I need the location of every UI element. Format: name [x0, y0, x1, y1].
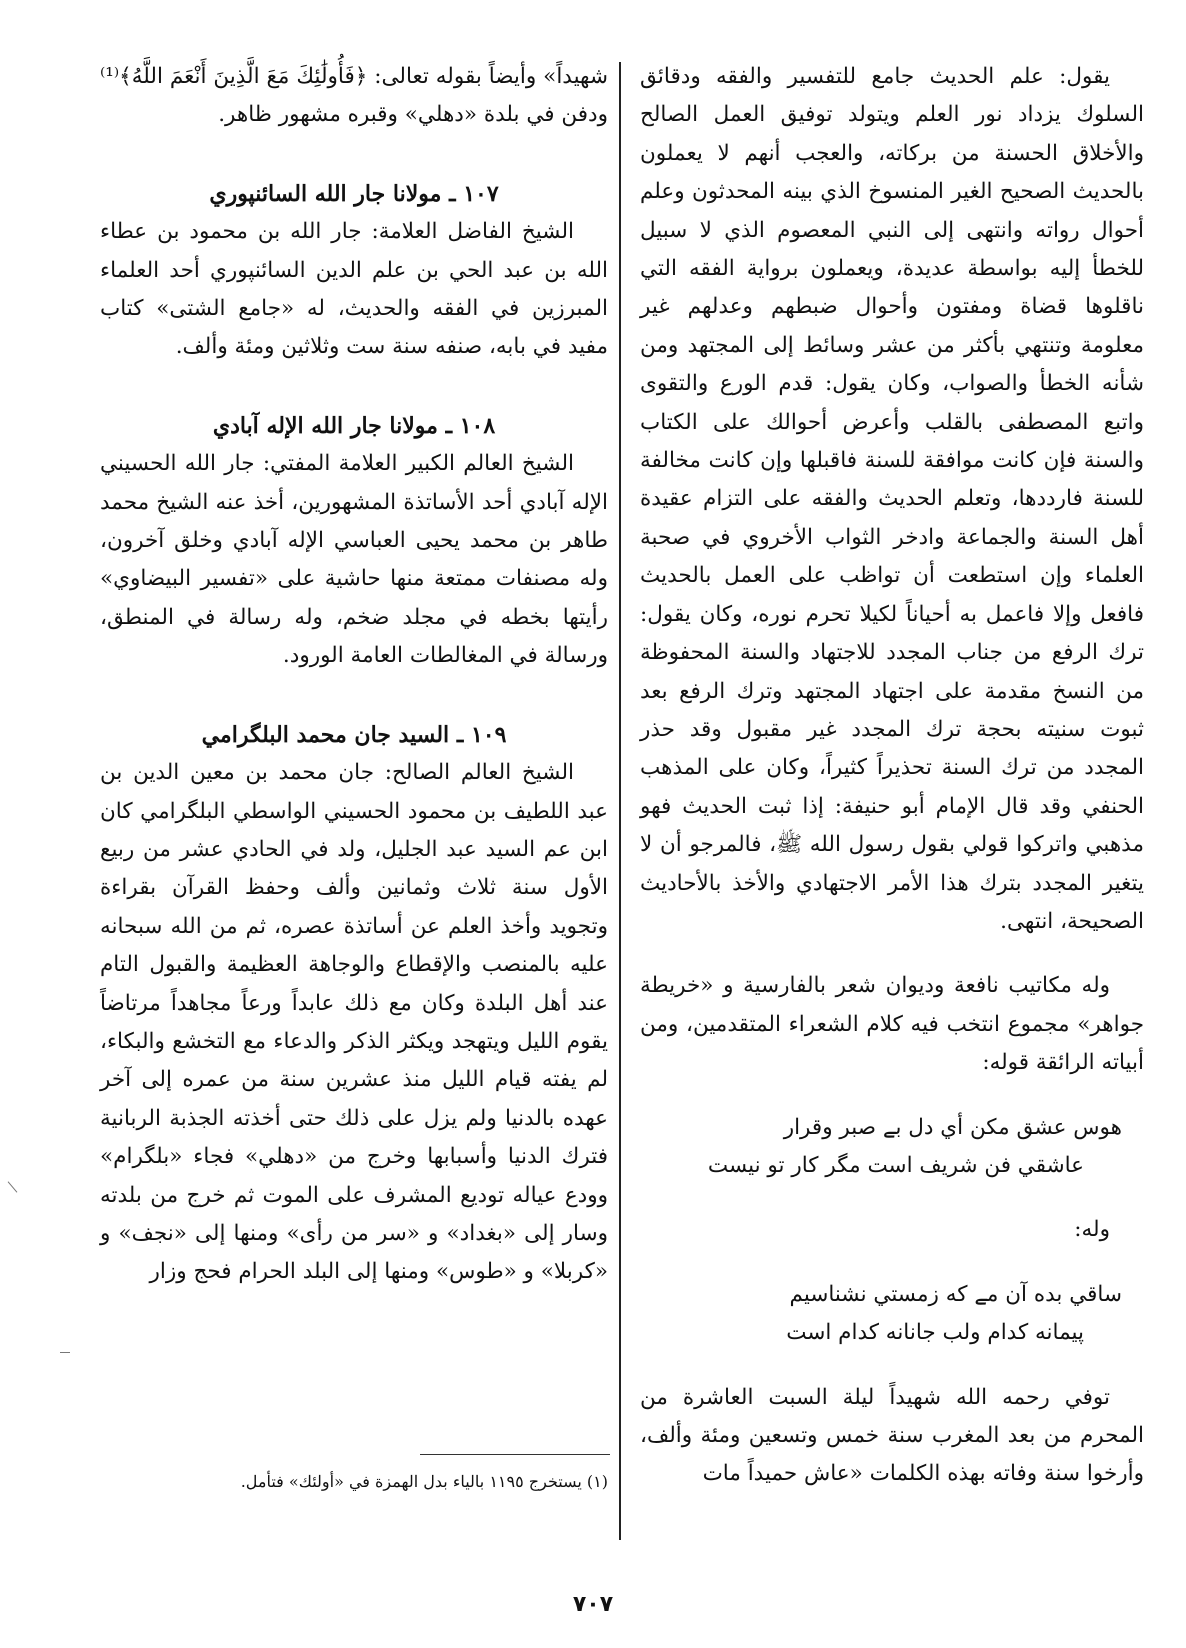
right-column — [640, 58, 1144, 1494]
column-divider — [619, 62, 621, 1540]
heading-entry-109: ١٠٩ ـ السيد جان محمد البلگرامي — [201, 721, 507, 748]
footnote: (١) يستخرج ١١٩٥ بالياء بدل الهمزة في «أولئك» فتأمل. — [240, 1472, 608, 1491]
scan-mark — [60, 1352, 70, 1353]
paragraph-continuation: شهيداً» وأيضاً بقوله تعالى: ﴿فَأُولَٰئِكَ مَعَ الَّذِينَ أَنْعَمَ اللَّهُ﴾⁽¹⁾ ودفن في بلدة «دهلي» وقبره مشهور ظاهر. — [100, 64, 608, 128]
poem2-line1: ساقي بده آن مے كه زمستي نشناسيم — [789, 1281, 1122, 1307]
scan-mark — [8, 1181, 18, 1192]
poem2-label: وله: — [1074, 1217, 1110, 1243]
paragraph-death: توفي رحمه الله شهيداً ليلة السبت العاشرة من المحرم من بعد المغرب سنة خمس وتسعين ومئة وألف، وأرخوا سنة وفاته بهذه الكلمات «عاش حميداً مات — [640, 1384, 1144, 1487]
heading-entry-107: ١٠٧ ـ مولانا جار الله السائنپوري — [209, 180, 499, 207]
left-column — [100, 58, 608, 1292]
footnote-rule — [420, 1454, 610, 1455]
poem2-line2: پيمانه كدام ولب جانانه كدام است — [786, 1320, 1084, 1346]
heading-entry-108: ١٠٨ ـ مولانا جار الله الإله آبادي — [212, 412, 496, 439]
page-number: ٧٠٧ — [572, 1592, 614, 1617]
paragraph-entry-107: الشيخ الفاضل العلامة: جار الله بن محمود بن عطاء الله بن عبد الحي بن علم الدين السائنپوري أحد العلماء المبرزين في الفقه والحديث، له «جامع الشتى» كتاب مفيد في بابه، صنفه سنة ست وثلاثين ومئة وألف. — [100, 219, 608, 360]
poem1-line2: عاشقي فن شريف است مگر كار تو نيست — [707, 1152, 1084, 1178]
paragraph-works: وله مكاتيب نافعة وديوان شعر بالفارسية و «خريطة جواهر» مجموع انتخب فيه كلام الشعراء المتقدمين، ومن أبياته الرائقة قوله: — [640, 973, 1144, 1076]
paragraph-entry-108: الشيخ العالم الكبير العلامة المفتي: جار الله الحسيني الإله آبادي أحد الأساتذة المشهورين، أخذ عنه الشيخ محمد طاهر بن محمد يحيى العباسي الإله آبادي وخلق آخرون، وله مصنفات ممتعة منها حاشية على «تفسير البيضاوي» رأيتها بخطه في مجلد ضخم، وله رسالة في المنطق، ورسالة في المغالطات العامة الورود. — [100, 451, 608, 669]
paragraph-hadith-teaching: يقول: علم الحديث جامع للتفسير والفقه ودقائق السلوك يزداد نور العلم ويتولد توفيق العمل الصالح والأخلاق الحسنة من بركاته، والعجب أنهم لا يعملون بالحديث الصحيح الغير المنسوخ الذي بينه المحدثون وعلم أحوال رواته وانتهى إلى النبي المعصوم الذي لا سبيل للخطأ إليه بواسطة عديدة، ويعملون برواية الفقه التي ناقلوها قضاة ومفتون وأحوال ضبطهم وعدلهم غير معلومة وتنتهي بأكثر من عشر وسائط إلى المجتهد ومن شأنه الخطأ والصواب، وكان يقول: قدم الورع والتقوى واتبع المصطفى بالقلب وأعرض أحوالك على الكتاب والسنة فإن كانت موافقة للسنة فاقبلها وإن كانت مخالفة للسنة فارددها، وتعلم الحديث والفقه على التزام عقيدة أهل السنة والجماعة وادخر الثواب الأخروي في صحبة العلماء وإن استطعت أن تواظب على العمل بالحديث فافعل وإلا فاعمل به أحياناً لكيلا تحرم نوره، وكان يقول: ترك الرفع من جناب المجدد للاجتهاد والسنة المحفوظة من النسخ مقدمة على اجتهاد المجتهد وترك الرفع بعد ثبوت سنيته بحجة ترك المجدد غير مقبول وقد حذر المجدد من ترك السنة تحذيراً كثيراً، وكان على المذهب الحنفي وقد قال الإمام أبو حنيفة: إذا ثبت الحديث فهو مذهبي واتركوا قولي بقول رسول الله ﷺ، فالمرجو أن لا يتغير المجدد بترك هذا الأمر الاجتهادي والأخذ بالأحاديث الصحيحة، انتهى. — [640, 64, 1144, 934]
poem1-line1: هوس عشق مكن أي دل بے صبر وقرار — [783, 1114, 1122, 1140]
paragraph-entry-109: الشيخ العالم الصالح: جان محمد بن معين الدين بن عبد اللطيف بن محمود الحسيني الواسطي البلگرامي كان ابن عم السيد عبد الجليل، ولد في الحادي عشر من ربيع الأول سنة ثلاث وثمانين وألف وحفظ القرآن بقراءة وتجويد وأخذ العلم عن أساتذة عصره، ثم من الله سبحانه عليه بالمنصب والإقطاع والوجاهة العظيمة والقبول التام عند أهل البلدة وكان مع ذلك عابداً ورعاً مجاهداً مرتاضاً يقوم الليل ويتهجد ويكثر الذكر والدعاء مع التخشع والبكاء، لم يفته قيام الليل منذ عشرين سنة من عمره إلى آخر عهده بالدنيا ولم يزل على ذلك حتى أخذته الجذبة الربانية فترك الدنيا وأسبابها وخرج من «دهلي» فجاء «بلگرام» وودع عياله توديع المشرف على الموت ثم خرج من بلدته وسار إلى «بغداد» و «سر من رأى» ومنها إلى «نجف» و «كربلا» و «طوس» ومنها إلى البلد الحرام فحج وزار — [100, 760, 608, 1285]
